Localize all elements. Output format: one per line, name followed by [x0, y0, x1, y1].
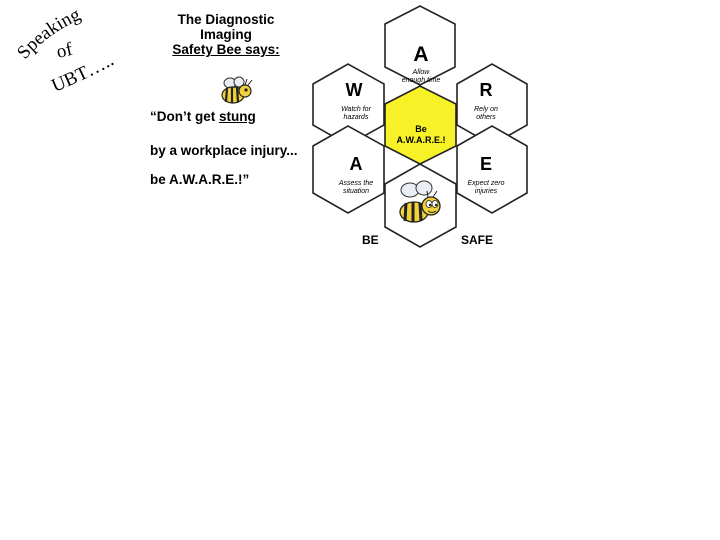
quote-line-1 [150, 109, 256, 124]
hex-center-line-2: A.W.A.R.E.! [396, 135, 446, 145]
quote-line-1-prefix: “Don’t get [150, 109, 219, 124]
hex-watch-letter: W [345, 80, 363, 100]
page-title [150, 12, 302, 57]
quote-emphasis: stung [219, 109, 256, 124]
title-line-2: Safety Bee says: [172, 42, 280, 57]
hex-expect-desc-1: Expect zero [467, 180, 505, 187]
footer-label-safe: SAFE [461, 233, 494, 247]
hex-watch-desc-2: hazards [343, 114, 369, 121]
hex-center-line-1: Be [415, 124, 427, 134]
hex-allow-desc-1: Allow [412, 69, 430, 76]
hex-watch-desc-1: Watch for [341, 106, 371, 113]
hex-center [385, 86, 456, 164]
hex-assess [313, 126, 384, 213]
bee-icon [218, 76, 254, 106]
hex-allow-desc-2: enough time [401, 77, 441, 84]
hex-assess-letter: A [349, 154, 363, 174]
footer-label-be: BE [362, 233, 379, 247]
hex-expect [457, 126, 527, 213]
hex-rely-desc-2: others [476, 114, 496, 121]
curved-text-speaking: Speaking [13, 4, 84, 64]
hex-allow [385, 6, 455, 85]
curved-heading [0, 0, 150, 110]
aware-honeycomb [300, 0, 620, 260]
hex-allow-letter: A [413, 43, 429, 66]
quote-line-2: by a workplace injury... [150, 143, 298, 158]
hex-expect-letter: E [479, 154, 493, 174]
title-line-1: The Diagnostic Imaging [177, 12, 275, 42]
hex-rely-letter: R [479, 80, 493, 100]
curved-text-ubt: UBT….. [48, 49, 118, 97]
quote-line-3: be A.W.A.R.E.!” [150, 172, 250, 187]
hex-assess-desc-2: situation [342, 188, 370, 195]
hex-assess-desc-1: Assess the [338, 180, 374, 187]
hex-expect-desc-2: injuries [474, 188, 498, 195]
curved-text-of: of [54, 38, 75, 63]
hex-rely-desc-1: Rely on [474, 106, 498, 113]
